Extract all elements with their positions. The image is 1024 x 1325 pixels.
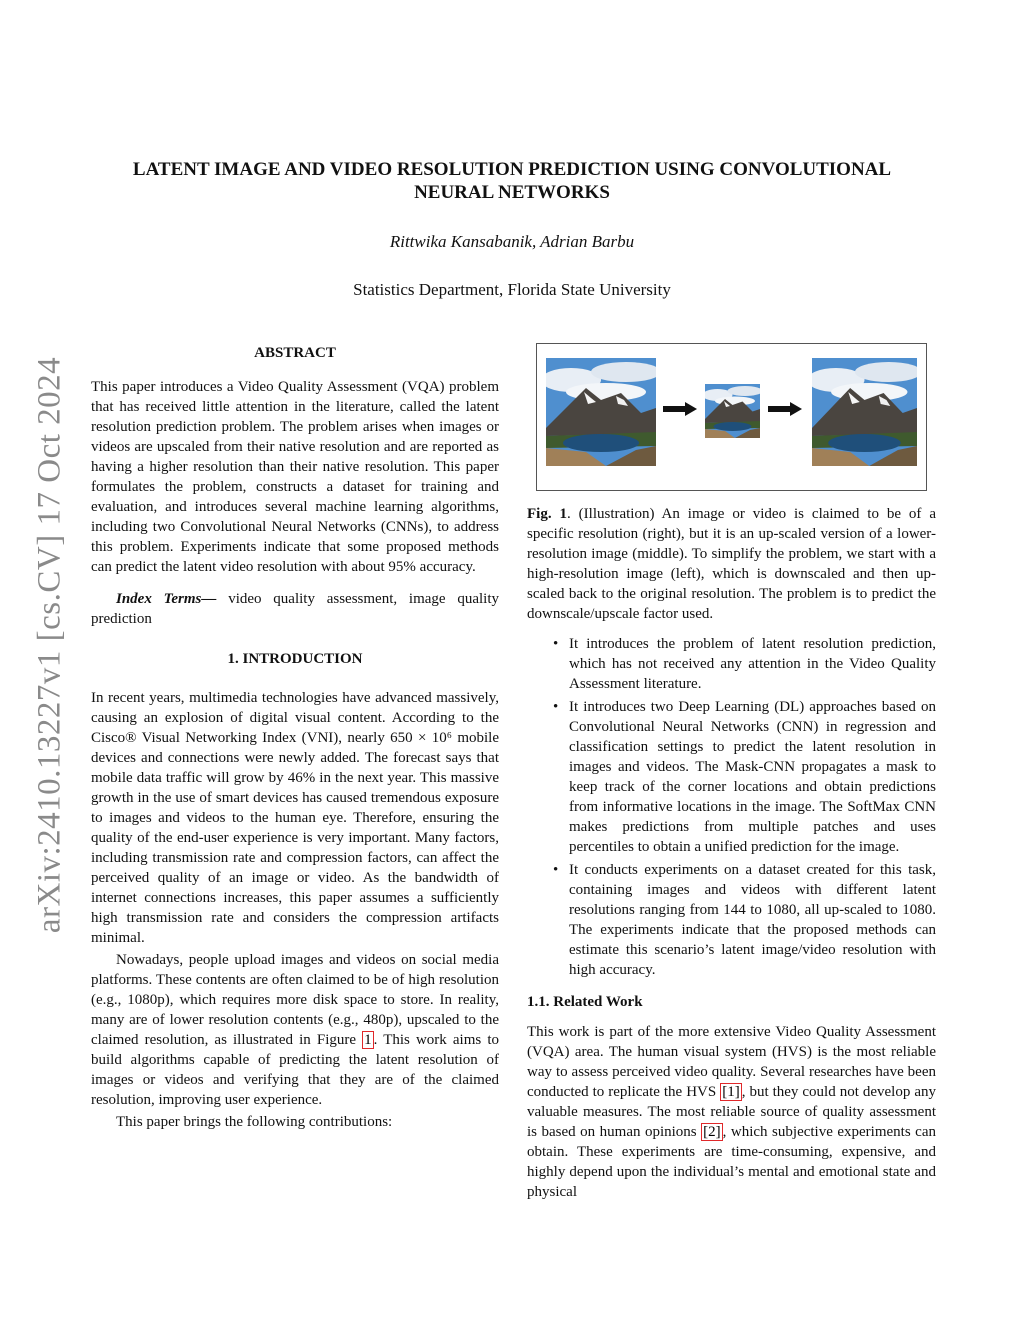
index-terms — [91, 589, 499, 629]
intro-paragraph-2 — [91, 950, 499, 1110]
affiliation: Statistics Department, Florida State University — [353, 280, 671, 299]
figure-1-link[interactable]: 1 — [364, 1032, 372, 1048]
arrow-right-icon — [663, 402, 697, 416]
related-text-c: , which subjective experiments can obtain. These experiments are time-consuming, expensive, and highly depend upon the individual’s mental and emotional state and physical — [527, 1124, 936, 1200]
upscaled-image — [812, 358, 917, 466]
intro-paragraph-1: In recent years, multimedia technologies have advanced massively, causing an explosion of digital visual content. According to the Cisco® Visual Networking Index (VNI), nearly 650 × 10⁶ mobile devices and connections were newly added. The forecast says that mobile data traffic will grow by 46% in the next year. This massive growth in the use of smart devices has caused tremendous exposure to images and videos to the human eye. Therefore, ensuring the quality of the end-user experience is very important. Many factors, including transmission rate and compression factors, can affect the perceived quality of an image or video. As the bandwidth of internet connections increases, this paper assumes a sufficiently high transmission rate and considers the compression artifacts minimal. — [91, 690, 499, 946]
citation-2-link[interactable]: [2] — [703, 1124, 721, 1140]
right-column — [527, 343, 936, 1202]
authors: Rittwika Kansabanik, Adrian Barbu — [389, 232, 635, 251]
citation-1-link[interactable]: [1] — [722, 1084, 740, 1100]
left-column — [91, 343, 499, 1132]
related-text-b: , but they could not develop any valuable measures. The most reliable source of quality assessment is based on human opinions — [527, 1084, 936, 1140]
related-work-heading: 1.1. Related Work — [527, 994, 643, 1010]
index-terms-label: Index Terms— — [116, 591, 217, 607]
title-line-1: LATENT IMAGE AND VIDEO RESOLUTION PREDICTION USING CONVOLUTIONAL — [132, 159, 892, 180]
intro-paragraph-3: This paper brings the following contributions: — [116, 1114, 393, 1130]
bullet-icon: • — [553, 862, 559, 878]
index-terms-text: video quality assessment, image quality prediction — [91, 591, 499, 627]
contribution-text: It introduces the problem of latent resolution prediction, which has not received any attention in the Video Quality Assessment literature. — [569, 636, 936, 692]
abstract-heading: ABSTRACT — [254, 345, 336, 361]
paper-title — [100, 158, 924, 204]
figure-caption-text: . (Illustration) An image or video is claimed to be of a specific resolution (right), but it is an up-scaled version of a lower-resolution image (middle). To simplify the problem, we start with a high-resolution image (left), which is downscaled and then up-scaled back to the original resolution. The problem is to predict the downscale/upscale factor used. — [527, 506, 936, 622]
contributions-list — [527, 634, 936, 980]
figure-label: Fig. 1 — [527, 506, 567, 522]
contribution-text: It conducts experiments on a dataset created for this task, containing images and videos with different latent resolutions ranging from 144 to 1080, all up-scaled to 1080. The experiments indicate that the proposed methods can estimate this scenario’s latent image/video resolution with high accuracy. — [569, 862, 936, 978]
intro-p2-text-b: . This work aims to build algorithms capable of predicting the latent resolution of images or videos and verifying that they are of the claimed resolution, improving user experience. — [91, 1032, 499, 1108]
figure-caption — [527, 504, 936, 624]
high-res-image — [546, 358, 656, 466]
title-line-2: NEURAL NETWORKS — [414, 182, 610, 203]
related-work-text — [527, 1022, 936, 1202]
contribution-text: It introduces two Deep Learning (DL) approaches based on Convolutional Neural Networks (CNN) in regression and classification settings to predict the latent resolution in images and videos. The Mask-CNN propagates a mask to keep track of the corner locations and obtain predictions from informative locations in the image. The SoftMax CNN makes predictions from multiple patches and uses percentiles to obtain a unified prediction for the image. — [569, 699, 936, 855]
intro-p2-text-a: Nowadays, people upload images and videos on social media platforms. These contents are often claimed to be of high resolution (e.g., 1080p), which requires more disk space to store. In reality, many are of lower resolution contents (e.g., 480p), upscaled to the claimed resolution, as illustrated in Figure — [91, 952, 499, 1048]
arxiv-identifier: arXiv:2410.13227v1 [cs.CV] 17 Oct 2024 — [31, 356, 68, 934]
bullet-icon: • — [553, 699, 559, 715]
list-item — [527, 697, 936, 857]
figure-1 — [536, 343, 927, 491]
list-item — [527, 634, 936, 694]
related-text-a: This work is part of the more extensive Video Quality Assessment (VQA) area. The human visual system (HVS) is the most reliable way to assess perceived video quality. Several researches have been conducted to replicate the HVS — [527, 1024, 936, 1100]
arrow-right-icon — [767, 402, 803, 416]
bullet-icon: • — [553, 636, 559, 652]
intro-heading: 1. INTRODUCTION — [227, 651, 363, 667]
list-item — [527, 860, 936, 980]
downscaled-image — [705, 384, 760, 438]
abstract-text: This paper introduces a Video Quality Assessment (VQA) problem that has received little attention in the literature, called the latent resolution prediction problem. The problem arises when images or videos are upscaled from their native resolution and are reported as having a higher resolution than their native resolution. This paper formulates the problem, constructs a dataset for training and evaluation, and introduces several machine learning algorithms, including two Convolutional Neural Networks (CNNs), to address this problem. Experiments indicate that some proposed methods can predict the latent video resolution with about 95% accuracy. — [91, 379, 499, 575]
